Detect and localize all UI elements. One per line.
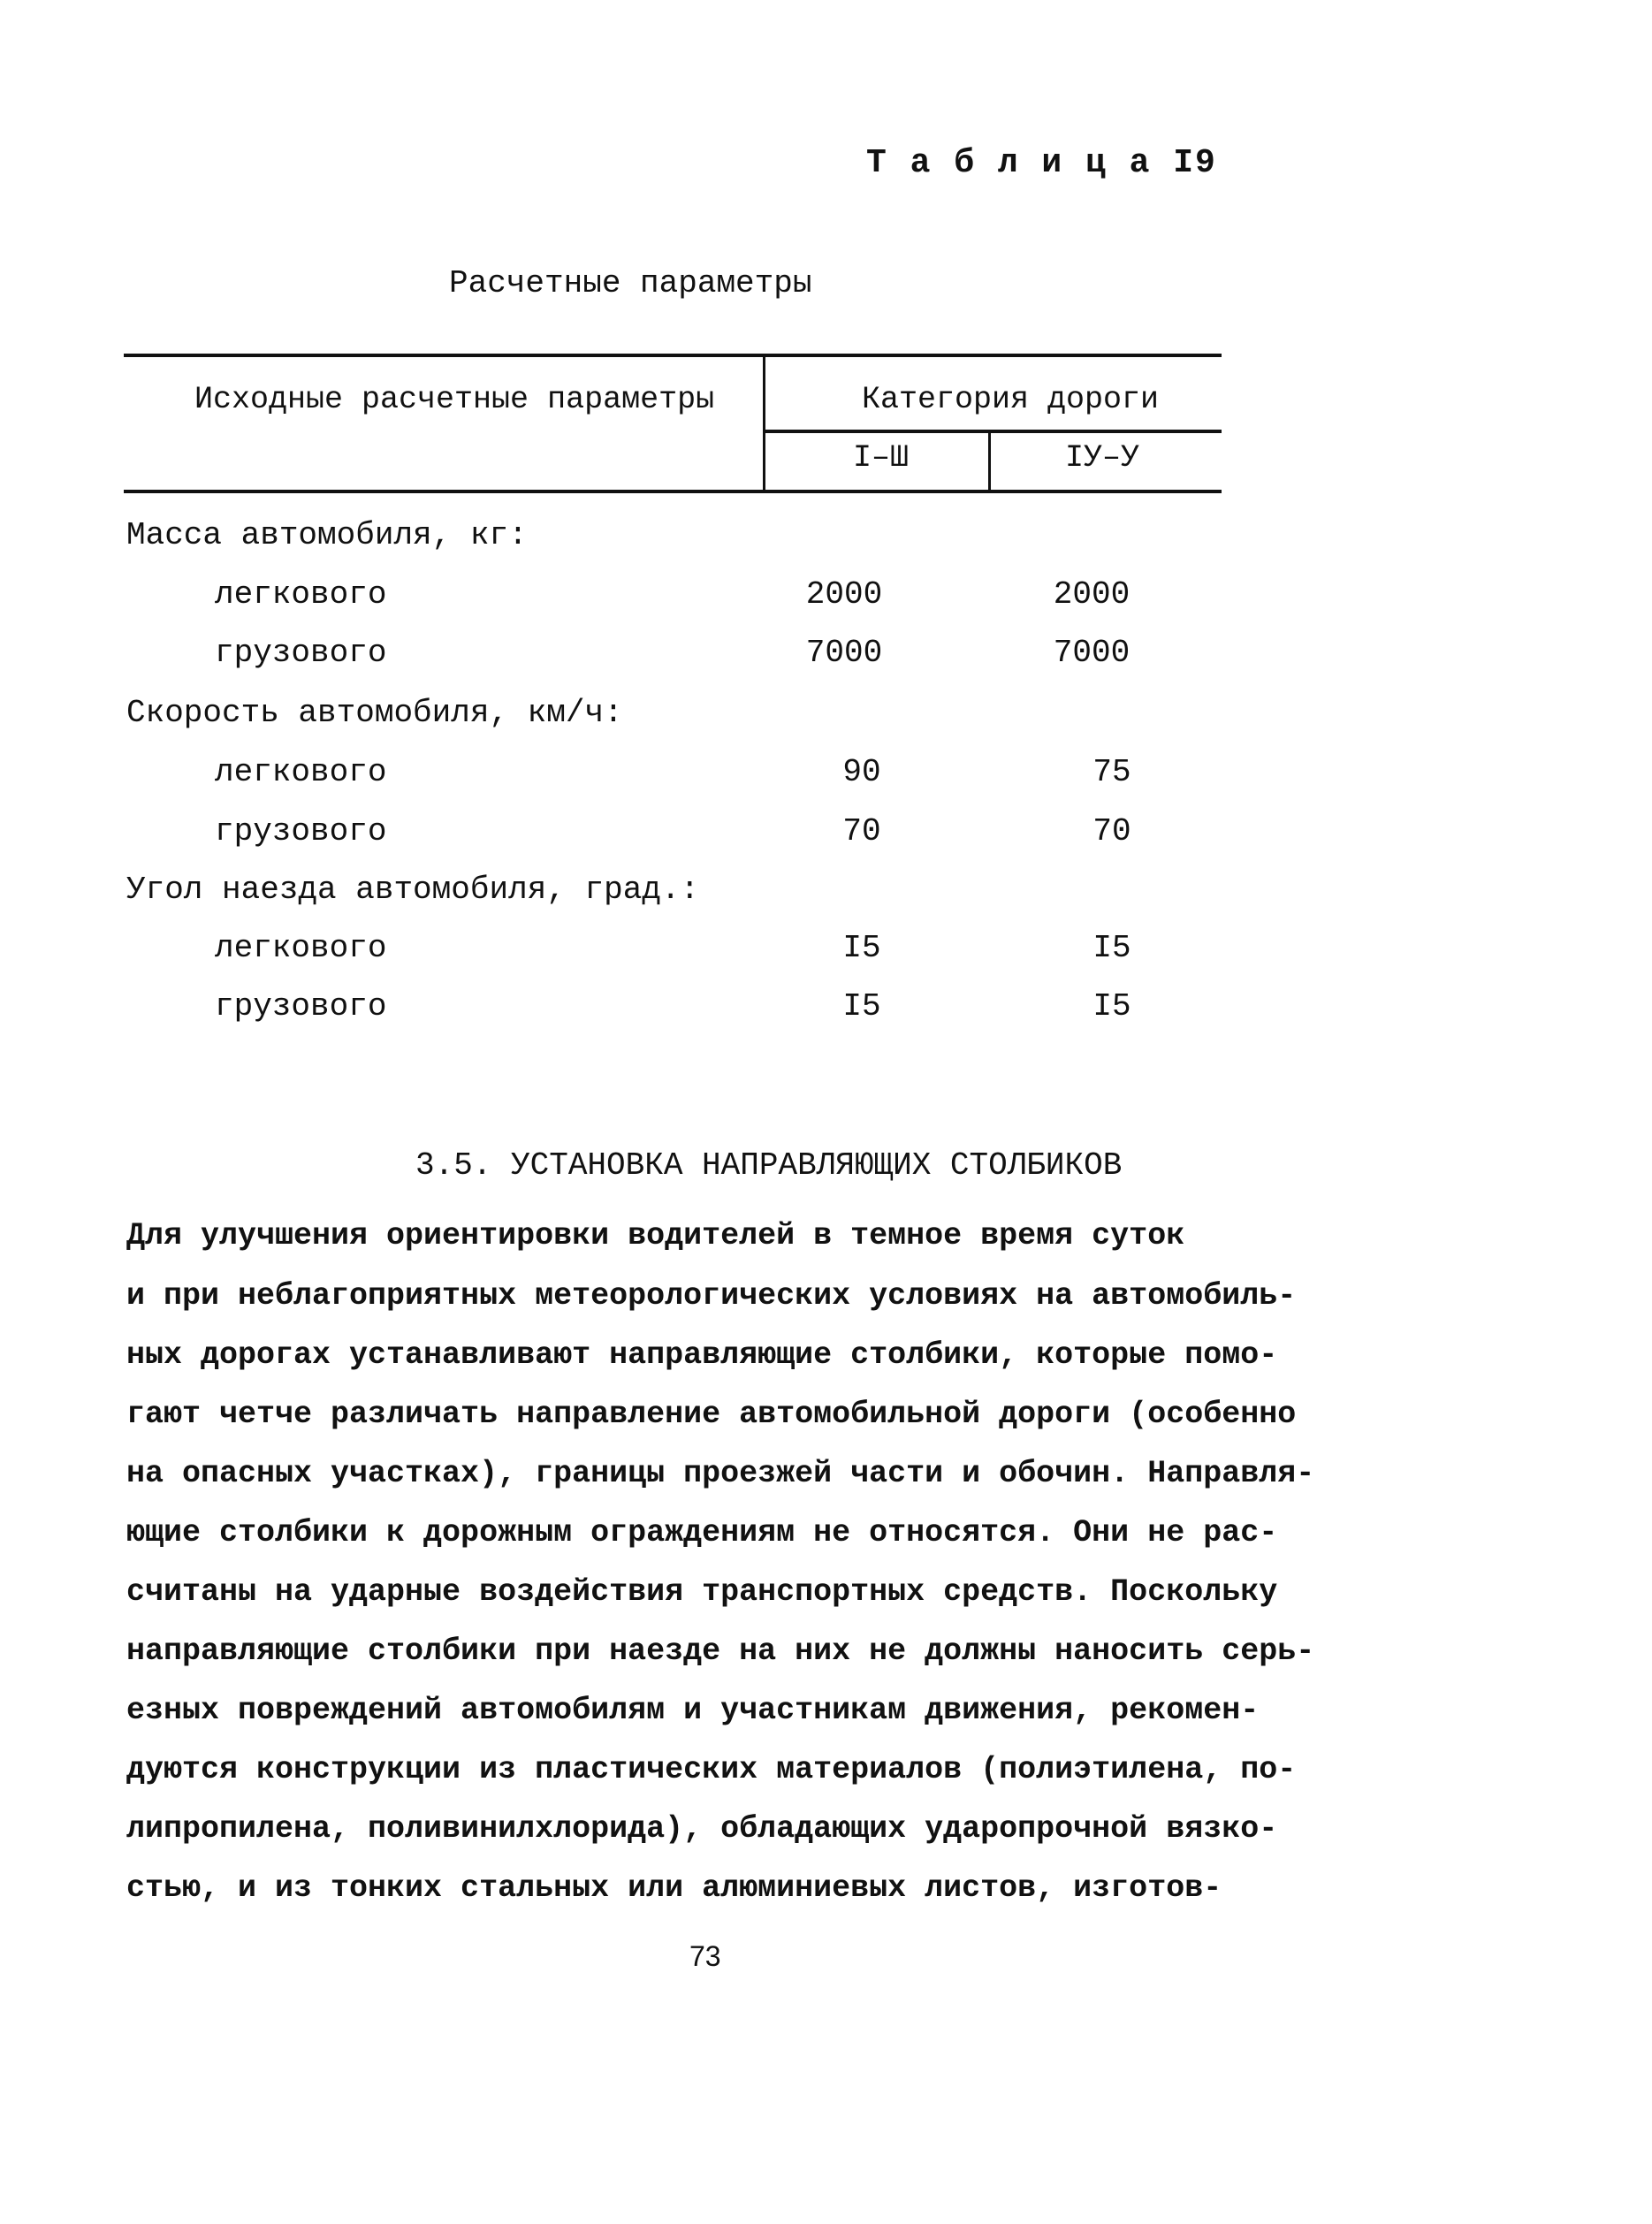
table-caption: Расчетные параметры xyxy=(449,265,812,301)
value-cat-2: I5 xyxy=(1092,988,1131,1024)
paragraph-line: ющие столбики к дорожным ограждениям не относятся. Они не рас- xyxy=(126,1515,1278,1550)
paragraph-line: ных дорогах устанавливают направляющие столбики, которые помо- xyxy=(126,1337,1278,1373)
paragraph-line: на опасных участках), границы проезжей части и обочин. Направля- xyxy=(126,1456,1315,1491)
row-label: Скорость автомобиля, км/ч: xyxy=(126,695,623,731)
paragraph-line: направляющие столбики при наезде на них не должны наносить серь- xyxy=(126,1634,1315,1669)
paragraph-line: стью, и из тонких стальных или алюминиевых листов, изготов- xyxy=(126,1870,1222,1906)
subheader-rule xyxy=(765,430,1222,433)
paragraph-line: Для улучшения ориентировки водителей в темное время суток xyxy=(126,1218,1185,1253)
value-cat-2: I5 xyxy=(1092,930,1131,966)
value-cat-1: I5 xyxy=(842,988,881,1024)
paragraph-line: дуются конструкции из пластических материалов (полиэтилена, по- xyxy=(126,1752,1297,1787)
subheader-vertical-rule xyxy=(988,431,991,492)
row-label: грузового xyxy=(215,988,387,1024)
value-cat-1: 90 xyxy=(842,754,881,790)
value-cat-2: 70 xyxy=(1092,813,1131,849)
paragraph-line: и при неблагоприятных метеорологических условиях на автомобиль- xyxy=(126,1278,1297,1314)
header-vertical-rule xyxy=(763,355,765,492)
paragraph-line: липропилена, поливинилхлорида), обладающих ударопрочной вязко- xyxy=(126,1811,1278,1847)
row-label: Масса автомобиля, кг: xyxy=(126,517,528,553)
value-cat-2: 2000 xyxy=(1053,576,1131,613)
value-cat-1: 2000 xyxy=(805,576,883,613)
row-label: грузового xyxy=(215,635,387,671)
row-label: Угол наезда автомобиля, град.: xyxy=(126,872,700,908)
row-label: легкового xyxy=(215,930,387,966)
paragraph-line: гают четче различать направление автомобильной дороги (особенно xyxy=(126,1397,1297,1432)
page-number: 73 xyxy=(689,1940,721,1972)
header-subcol-2: IУ–У xyxy=(1065,440,1140,476)
table-top-rule xyxy=(124,354,1222,357)
paragraph-line: езных повреждений автомобилям и участникам движения, рекомен- xyxy=(126,1693,1260,1728)
header-bottom-rule xyxy=(124,490,1222,493)
row-label: легкового xyxy=(215,754,387,790)
header-param-column: Исходные расчетные параметры xyxy=(194,382,715,417)
paragraph-line: считаны на ударные воздействия транспортных средств. Поскольку xyxy=(126,1574,1278,1610)
value-cat-1: 70 xyxy=(842,813,881,849)
row-label: легкового xyxy=(215,576,387,613)
header-subcol-1: I–Ш xyxy=(853,440,910,476)
value-cat-2: 75 xyxy=(1092,754,1131,790)
header-road-category: Категория дороги xyxy=(862,382,1160,417)
value-cat-2: 7000 xyxy=(1053,635,1131,671)
row-label: грузового xyxy=(215,813,387,849)
table-number-label: Т а б л и ц а I9 xyxy=(866,144,1217,182)
value-cat-1: I5 xyxy=(842,930,881,966)
value-cat-1: 7000 xyxy=(805,635,883,671)
section-heading: 3.5. УСТАНОВКА НАПРАВЛЯЮЩИХ СТОЛБИКОВ xyxy=(415,1147,1123,1184)
